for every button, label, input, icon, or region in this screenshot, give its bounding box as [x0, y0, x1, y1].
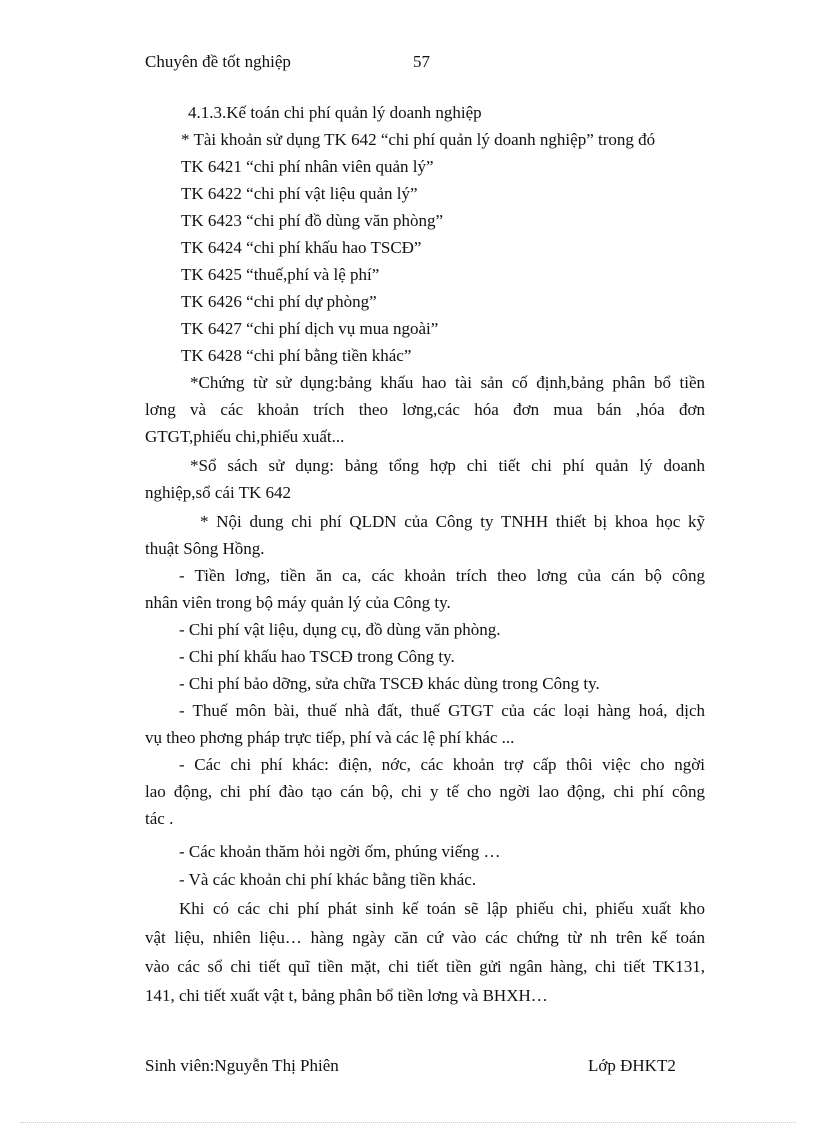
- sub-account-item: TK 6424 “chi phí khấu hao TSCĐ”: [181, 238, 422, 257]
- page-number: 57: [413, 52, 430, 71]
- cost-item: - Chi phí vật liệu, dụng cụ, đồ dùng văn phòng.: [179, 620, 501, 639]
- cost-item: - Các chi phí khác: điện, nớc, các khoản trợ cấp thôi việc cho ngời: [179, 755, 705, 774]
- section-heading: 4.1.3.Kế toán chi phí quản lý doanh nghiệp: [188, 103, 482, 122]
- closing-line: vật liệu, nhiên liệu… hàng ngày căn cứ vào các chứng từ nh trên kế toán: [145, 928, 705, 947]
- vouchers-line: *Chứng từ sử dụng:bảng khấu hao tài sản cố định,bảng phân bổ tiền: [190, 373, 705, 392]
- cost-item: - Và các khoản chi phí khác bằng tiền khác.: [179, 870, 477, 889]
- books-line: nghiệp,sổ cái TK 642: [145, 483, 292, 502]
- books-line: *Sổ sách sử dụng: bảng tổng hợp chi tiết chi phí quản lý doanh: [190, 456, 705, 475]
- vouchers-line: lơng và các khoản trích theo lơng,các hóa đơn mua bán ,hóa đơn: [145, 400, 705, 419]
- class-code: Lớp ĐHKT2: [588, 1056, 676, 1075]
- sub-account-item: TK 6427 “chi phí dịch vụ mua ngoài”: [181, 319, 439, 338]
- cost-item: - Tiền lơng, tiền ăn ca, các khoản trích theo lơng của cán bộ công: [179, 566, 705, 585]
- account-intro: * Tài khoản sử dụng TK 642 “chi phí quản lý doanh nghiệp” trong đó: [181, 130, 656, 149]
- cost-item: vụ theo phơng pháp trực tiếp, phí và các lệ phí khác ...: [145, 728, 515, 747]
- sub-account-item: TK 6425 “thuế,phí và lệ phí”: [181, 265, 380, 284]
- closing-line: Khi có các chi phí phát sinh kế toán sẽ lập phiếu chi, phiếu xuất kho: [179, 899, 705, 918]
- content-intro-line: * Nội dung chi phí QLDN của Công ty TNHH thiết bị khoa học kỹ: [200, 512, 705, 531]
- closing-line: vào các sổ chi tiết quĩ tiền mặt, chi tiết tiền gửi ngân hàng, chi tiết TK131,: [145, 957, 705, 976]
- sub-account-item: TK 6423 “chi phí đồ dùng văn phòng”: [181, 211, 444, 230]
- sub-account-item: TK 6421 “chi phí nhân viên quản lý”: [181, 157, 434, 176]
- cost-item: tác .: [145, 809, 174, 828]
- sub-account-item: TK 6426 “chi phí dự phòng”: [181, 292, 377, 311]
- content-intro-line: thuật Sông Hồng.: [145, 539, 265, 558]
- cost-item: lao động, chi phí đào tạo cán bộ, chi y tế cho ngời lao động, chi phí công: [145, 782, 705, 801]
- cost-item: nhân viên trong bộ máy quản lý của Công ty.: [145, 593, 451, 612]
- closing-line: 141, chi tiết xuất vật t, bảng phân bổ tiền lơng và BHXH…: [145, 986, 548, 1005]
- student-name: Sinh viên:Nguyễn Thị Phiên: [145, 1056, 339, 1075]
- cost-item: - Chi phí bảo dỡng, sửa chữa TSCĐ khác dùng trong Công ty.: [179, 674, 600, 693]
- sub-account-item: TK 6428 “chi phí bằng tiền khác”: [181, 346, 412, 365]
- vouchers-line: GTGT,phiếu chi,phiếu xuất...: [145, 427, 345, 446]
- document-title: Chuyên đề tốt nghiệp: [145, 52, 291, 71]
- cost-item: - Chi phí khấu hao TSCĐ trong Công ty.: [179, 647, 455, 666]
- sub-account-item: TK 6422 “chi phí vật liệu quản lý”: [181, 184, 418, 203]
- cost-item: - Các khoản thăm hỏi ngời ốm, phúng viếng …: [179, 842, 501, 861]
- cost-item: - Thuế môn bài, thuế nhà đất, thuế GTGT của các loại hàng hoá, dịch: [179, 701, 705, 720]
